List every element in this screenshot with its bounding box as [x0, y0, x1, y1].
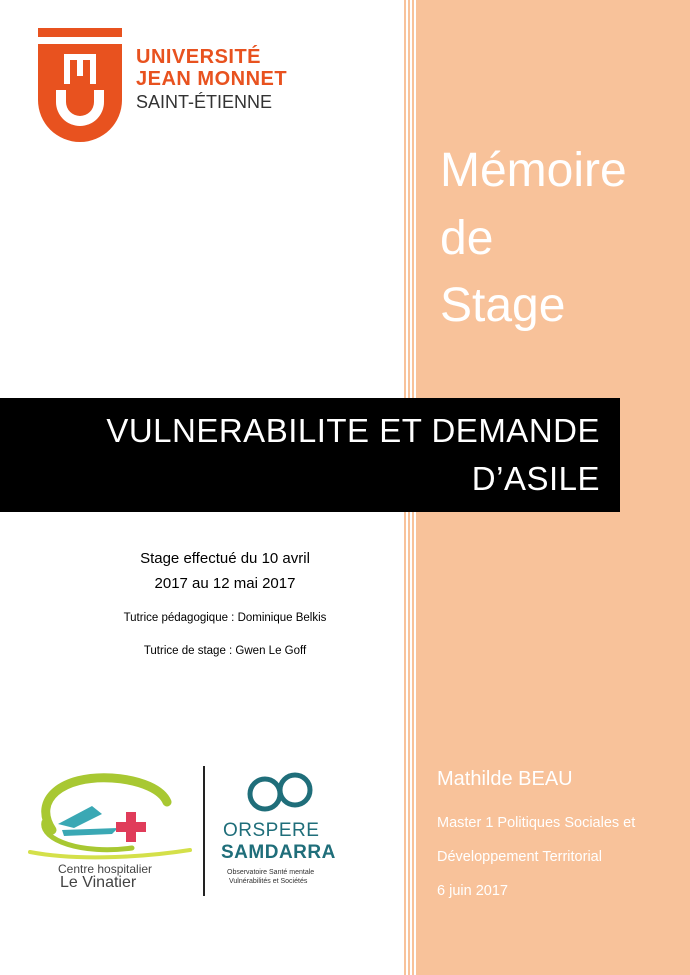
orspere-name: ORSPERE — [223, 820, 320, 841]
infinity-icon — [245, 772, 315, 814]
subject-title-line1: VULNERABILITE ET DEMANDE — [106, 412, 600, 449]
ujm-logo — [38, 28, 288, 148]
vinatier-logo-mark — [22, 770, 197, 865]
title-word-memoire: Mémoire — [440, 144, 627, 197]
stage-dates-line2: 2017 au 12 mai 2017 — [154, 575, 296, 592]
subject-title-line2: D’ASILE — [471, 460, 600, 497]
university-city: SAINT-ÉTIENNE — [136, 92, 273, 112]
program-line2: Développement Territorial — [437, 849, 602, 865]
title-word-de: de — [440, 212, 494, 265]
university-name-line2: JEAN MONNET — [136, 68, 288, 90]
ujm-logo-mark — [38, 28, 122, 146]
program-line1: Master 1 Politiques Sociales et — [437, 815, 636, 831]
vinatier-label-line2: Le Vinatier — [60, 874, 137, 891]
logo-divider — [203, 766, 205, 896]
vinatier-label-line1: Centre hospitalier — [58, 862, 153, 876]
orspere-subtitle-line2: Vulnérabilités et Sociétés — [229, 878, 308, 885]
tutor-pedagogic: Tutrice pédagogique : Dominique Belkis — [123, 612, 327, 624]
orspere-subtitle-line1: Observatoire Santé mentale — [227, 869, 315, 876]
samdarra-name: SAMDARRA — [221, 842, 336, 863]
university-name-line1: UNIVERSITÉ — [136, 46, 262, 68]
title-word-stage: Stage — [440, 279, 566, 332]
author-name: Mathilde BEAU — [437, 768, 573, 790]
tutor-stage: Tutrice de stage : Gwen Le Goff — [143, 645, 307, 657]
stage-dates-line1: Stage effectué du 10 avril — [140, 550, 310, 567]
submission-date: 6 juin 2017 — [437, 883, 508, 899]
vinatier-logo — [22, 770, 197, 890]
orspere-logo — [215, 770, 345, 895]
subject-band — [0, 398, 620, 512]
